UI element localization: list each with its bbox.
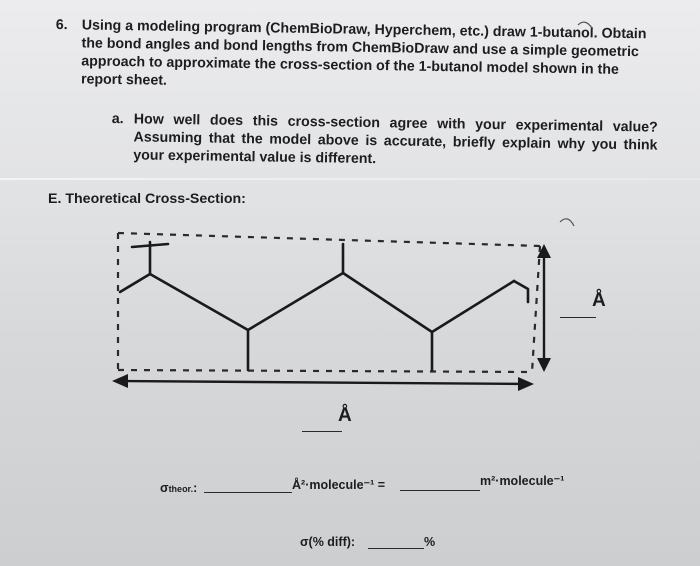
sigma-subscript: theor.: [168, 484, 194, 494]
pen-mark: [560, 219, 574, 226]
length-answer-blank[interactable]: [302, 431, 342, 432]
area-unit-label: Å²·molecule⁻¹ =: [292, 478, 386, 492]
length-double-arrow: [112, 374, 534, 391]
question-6-text: Using a modeling program (ChemBioDraw, Hyperchem, etc.) draw 1-butanol. Obtain the bond angles and bond lengths from ChemBioDraw and use a simple geometric approach to approximate the cross-section of the 1-butanol model shown in the report sheet.: [80, 17, 647, 89]
length-unit-label: Å: [338, 405, 352, 426]
box-bottom-edge: [118, 370, 532, 372]
percent-sign: %: [424, 535, 436, 549]
molecule-skeleton: [120, 242, 528, 370]
height-unit-label: Å: [592, 290, 606, 311]
si-unit-label: m²·molecule⁻¹: [480, 474, 565, 488]
box-top-edge: [118, 233, 540, 246]
oh-end-bond: [514, 281, 528, 302]
pen-mark: [578, 22, 592, 28]
height-answer-blank[interactable]: [560, 317, 596, 318]
question-6-number: 6.: [55, 16, 68, 34]
percent-diff-label: σ(% diff):: [300, 535, 356, 549]
box-right-edge: [532, 246, 540, 372]
sigma-area-answer-blank[interactable]: [204, 492, 292, 493]
sigma-theor-label: [160, 481, 197, 495]
section-e-title: E. Theoretical Cross-Section:: [48, 191, 246, 207]
sigma-colon: :: [193, 481, 198, 495]
percent-diff-answer-blank[interactable]: [368, 548, 424, 549]
dashed-bounding-box: [118, 233, 540, 372]
sigma-symbol: σ: [160, 481, 169, 495]
carbon-chain: [120, 273, 514, 332]
question-6a-text: How well does this cross-section agree with your experimental value? Assuming that the model above is accurate, briefly explain why you think your experimental value is different.: [133, 111, 658, 168]
question-6a-number: a.: [111, 110, 124, 128]
sigma-si-answer-blank[interactable]: [400, 490, 480, 491]
c1-top-tick: [132, 244, 168, 247]
